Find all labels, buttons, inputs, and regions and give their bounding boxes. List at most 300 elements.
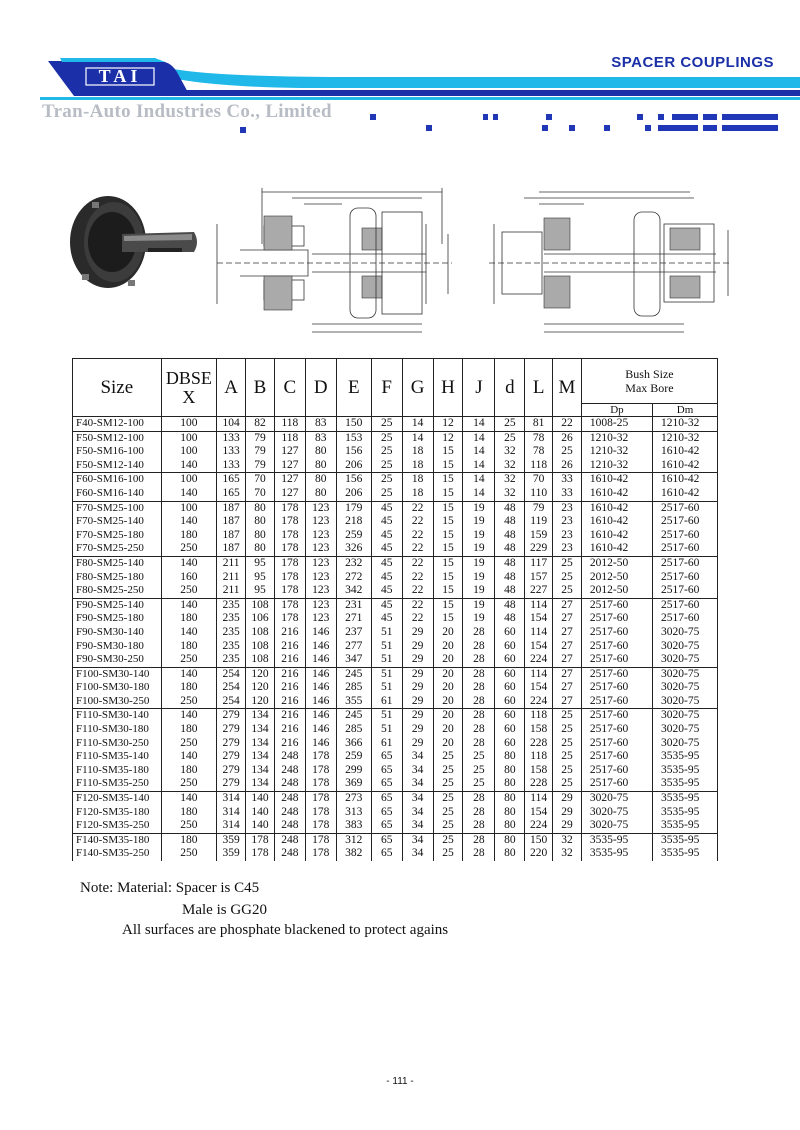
col-h: H: [433, 359, 463, 417]
cell-value: 178: [274, 584, 305, 598]
cell-value: 314: [217, 792, 246, 806]
cell-value: 45: [371, 598, 402, 612]
cell-value: 224: [525, 695, 553, 709]
cell-value: 235: [217, 598, 246, 612]
cell-value: 19: [463, 556, 495, 570]
table-row: [73, 542, 718, 556]
cell-value: 273: [336, 792, 371, 806]
cell-value: 80: [495, 806, 525, 820]
cell-bush: 1210-32: [581, 445, 652, 459]
cell-value: 22: [402, 501, 433, 515]
cell-value: 80: [495, 833, 525, 847]
col-e: E: [336, 359, 371, 417]
cell-value: 48: [495, 598, 525, 612]
cell-value: 100: [161, 445, 217, 459]
cell-value: 83: [305, 417, 336, 432]
cell-value: 178: [274, 501, 305, 515]
page-header: [0, 0, 800, 150]
cell-value: 110: [525, 487, 553, 501]
cell-value: 80: [246, 501, 275, 515]
cell-value: 25: [433, 792, 463, 806]
cell-value: 80: [495, 777, 525, 791]
table-row: [73, 473, 718, 487]
cell-value: 123: [305, 612, 336, 626]
cell-value: 134: [246, 723, 275, 737]
cell-value: 25: [553, 750, 582, 764]
cell-bush: 1610-42: [581, 473, 652, 487]
cell-bush: 2517-60: [581, 777, 652, 791]
cell-value: 22: [402, 529, 433, 543]
cell-value: 216: [274, 667, 305, 681]
cell-bush: 3020-75: [653, 667, 718, 681]
cell-value: 178: [274, 598, 305, 612]
cell-value: 60: [495, 640, 525, 654]
cell-value: 100: [161, 501, 217, 515]
cell-value: 114: [525, 792, 553, 806]
cell-value: 216: [274, 640, 305, 654]
cell-value: 80: [246, 529, 275, 543]
cell-value: 80: [305, 487, 336, 501]
cell-value: 27: [553, 681, 582, 695]
cell-value: 78: [525, 445, 553, 459]
cell-value: 25: [553, 445, 582, 459]
cell-value: 80: [305, 459, 336, 473]
cell-value: 140: [246, 792, 275, 806]
cell-bush: 2012-50: [581, 584, 652, 598]
cell-value: 79: [246, 459, 275, 473]
cell-value: 165: [217, 473, 246, 487]
col-dbse-line2: X: [182, 386, 196, 407]
cell-value: 65: [371, 833, 402, 847]
cell-value: 248: [274, 833, 305, 847]
cell-value: 180: [161, 640, 217, 654]
cell-value: 279: [217, 764, 246, 778]
cell-size: F120-SM35-140: [73, 792, 162, 806]
cell-size: F70-SM25-140: [73, 515, 162, 529]
cell-value: 45: [371, 529, 402, 543]
table-row: [73, 723, 718, 737]
spacer-coupling-spec-table: [72, 358, 718, 861]
cell-size: F50-SM16-100: [73, 445, 162, 459]
cell-value: 34: [402, 750, 433, 764]
cell-value: 51: [371, 723, 402, 737]
cell-value: 15: [433, 501, 463, 515]
cell-bush: 2517-60: [581, 750, 652, 764]
cell-value: 60: [495, 626, 525, 640]
cell-value: 51: [371, 640, 402, 654]
cell-value: 206: [336, 487, 371, 501]
cell-value: 28: [463, 737, 495, 751]
col-dm: Dm: [653, 404, 718, 417]
cell-value: 119: [525, 515, 553, 529]
cell-value: 80: [495, 847, 525, 861]
cell-value: 108: [246, 626, 275, 640]
cell-value: 359: [217, 833, 246, 847]
cell-value: 45: [371, 556, 402, 570]
cell-bush: 2517-60: [581, 612, 652, 626]
cell-value: 355: [336, 695, 371, 709]
table-row: [73, 750, 718, 764]
cell-value: 140: [161, 515, 217, 529]
cell-value: 180: [161, 723, 217, 737]
cell-value: 104: [217, 417, 246, 432]
cell-bush: 3020-75: [581, 806, 652, 820]
cell-value: 28: [463, 695, 495, 709]
logo-text: TAI: [98, 66, 142, 86]
table-row: [73, 598, 718, 612]
cell-value: 61: [371, 695, 402, 709]
cell-bush: 3535-95: [653, 833, 718, 847]
cell-value: 95: [246, 584, 275, 598]
cell-value: 60: [495, 695, 525, 709]
cell-value: 70: [246, 487, 275, 501]
cell-bush: 3535-95: [653, 819, 718, 833]
cell-value: 26: [553, 459, 582, 473]
cell-bush: 2517-60: [653, 556, 718, 570]
cell-bush: 2517-60: [581, 598, 652, 612]
cell-value: 180: [161, 681, 217, 695]
cell-size: F100-SM30-140: [73, 667, 162, 681]
table-body: [73, 417, 718, 862]
cell-value: 245: [336, 709, 371, 723]
table-row: [73, 737, 718, 751]
cell-bush: 1210-32: [653, 431, 718, 445]
cell-value: 120: [246, 667, 275, 681]
cell-value: 25: [553, 777, 582, 791]
cell-size: F110-SM30-180: [73, 723, 162, 737]
cell-value: 48: [495, 571, 525, 585]
cell-bush: 1210-32: [653, 417, 718, 432]
cell-value: 22: [553, 417, 582, 432]
col-g: G: [402, 359, 433, 417]
col-bush-line1: Bush Size: [625, 367, 674, 381]
cell-value: 216: [274, 723, 305, 737]
cell-value: 123: [305, 501, 336, 515]
cell-value: 19: [463, 584, 495, 598]
cell-value: 178: [274, 571, 305, 585]
cell-bush: 3535-95: [581, 833, 652, 847]
col-c: C: [274, 359, 305, 417]
cell-value: 178: [305, 847, 336, 861]
cell-value: 60: [495, 653, 525, 667]
cell-bush: 3535-95: [653, 764, 718, 778]
cell-value: 28: [463, 653, 495, 667]
cell-value: 114: [525, 667, 553, 681]
cell-bush: 1210-32: [581, 431, 652, 445]
cell-value: 180: [161, 529, 217, 543]
cell-size: F80-SM25-250: [73, 584, 162, 598]
cell-value: 15: [433, 556, 463, 570]
cell-value: 34: [402, 764, 433, 778]
cell-value: 248: [274, 806, 305, 820]
cell-value: 15: [433, 571, 463, 585]
cell-value: 15: [433, 473, 463, 487]
cell-value: 123: [305, 556, 336, 570]
cell-value: 20: [433, 667, 463, 681]
cell-value: 229: [525, 542, 553, 556]
cell-bush: 3535-95: [653, 777, 718, 791]
cell-bush: 3535-95: [653, 847, 718, 861]
cell-value: 27: [553, 667, 582, 681]
cell-value: 383: [336, 819, 371, 833]
cell-value: 20: [433, 653, 463, 667]
cell-value: 22: [402, 612, 433, 626]
cell-size: F50-SM12-100: [73, 431, 162, 445]
cell-value: 20: [433, 681, 463, 695]
cell-value: 285: [336, 681, 371, 695]
cell-value: 140: [161, 556, 217, 570]
cell-value: 22: [402, 584, 433, 598]
cell-value: 178: [274, 542, 305, 556]
cell-size: F140-SM35-250: [73, 847, 162, 861]
cell-value: 25: [433, 819, 463, 833]
cell-value: 117: [525, 556, 553, 570]
cell-value: 248: [274, 847, 305, 861]
cell-value: 227: [525, 584, 553, 598]
cell-value: 14: [463, 417, 495, 432]
cell-value: 250: [161, 737, 217, 751]
cell-value: 33: [553, 473, 582, 487]
cell-value: 178: [305, 792, 336, 806]
cell-value: 80: [305, 445, 336, 459]
cell-value: 178: [246, 833, 275, 847]
cell-value: 19: [463, 542, 495, 556]
table-row: [73, 417, 718, 432]
cell-value: 28: [463, 819, 495, 833]
cell-size: F110-SM35-250: [73, 777, 162, 791]
cell-size: F140-SM35-180: [73, 833, 162, 847]
cell-value: 34: [402, 833, 433, 847]
table-row: [73, 445, 718, 459]
cell-value: 279: [217, 750, 246, 764]
cell-bush: 2012-50: [581, 556, 652, 570]
table-row: [73, 777, 718, 791]
table-row: [73, 764, 718, 778]
cell-value: 359: [217, 847, 246, 861]
cell-bush: 3020-75: [653, 737, 718, 751]
table-row: [73, 681, 718, 695]
cell-value: 80: [305, 473, 336, 487]
cell-bush: 3535-95: [581, 847, 652, 861]
table-row: [73, 515, 718, 529]
cell-value: 18: [402, 445, 433, 459]
cell-value: 154: [525, 612, 553, 626]
cell-value: 25: [495, 431, 525, 445]
cell-value: 179: [336, 501, 371, 515]
cell-bush: 2517-60: [653, 501, 718, 515]
cell-value: 25: [433, 777, 463, 791]
cell-value: 29: [402, 695, 433, 709]
table-row: [73, 640, 718, 654]
cell-value: 154: [525, 681, 553, 695]
cell-value: 22: [402, 556, 433, 570]
cell-bush: 3020-75: [581, 792, 652, 806]
cell-value: 29: [402, 626, 433, 640]
cell-value: 248: [274, 792, 305, 806]
cell-value: 22: [402, 542, 433, 556]
cell-value: 32: [495, 473, 525, 487]
cell-value: 114: [525, 626, 553, 640]
cell-value: 123: [305, 571, 336, 585]
cell-value: 156: [336, 473, 371, 487]
cell-value: 79: [525, 501, 553, 515]
cell-value: 20: [433, 695, 463, 709]
cell-value: 32: [495, 445, 525, 459]
col-d-lower: d: [495, 359, 525, 417]
cell-value: 314: [217, 819, 246, 833]
cell-value: 20: [433, 737, 463, 751]
cell-value: 19: [463, 515, 495, 529]
table-header: [73, 359, 718, 417]
cell-value: 159: [525, 529, 553, 543]
cell-value: 134: [246, 737, 275, 751]
cell-value: 80: [246, 542, 275, 556]
cell-value: 28: [463, 626, 495, 640]
cell-value: 29: [402, 723, 433, 737]
cell-value: 178: [305, 777, 336, 791]
cell-value: 60: [495, 667, 525, 681]
cell-bush: 1610-42: [653, 487, 718, 501]
cell-value: 45: [371, 542, 402, 556]
cell-value: 25: [371, 431, 402, 445]
cell-value: 45: [371, 501, 402, 515]
cell-value: 235: [217, 640, 246, 654]
cell-value: 224: [525, 653, 553, 667]
cell-value: 235: [217, 626, 246, 640]
cell-value: 25: [463, 750, 495, 764]
cell-value: 83: [305, 431, 336, 445]
cell-value: 70: [525, 473, 553, 487]
cell-bush: 3020-75: [653, 723, 718, 737]
cell-value: 366: [336, 737, 371, 751]
cell-bush: 3535-95: [653, 792, 718, 806]
col-size: Size: [73, 359, 162, 417]
cell-value: 178: [246, 847, 275, 861]
cell-value: 157: [525, 571, 553, 585]
cell-value: 146: [305, 737, 336, 751]
cell-value: 140: [161, 459, 217, 473]
cell-bush: 1610-42: [653, 473, 718, 487]
cell-value: 123: [305, 584, 336, 598]
cell-value: 28: [463, 667, 495, 681]
cell-bush: 2517-60: [581, 626, 652, 640]
cell-value: 25: [553, 556, 582, 570]
cell-value: 28: [463, 681, 495, 695]
cell-value: 79: [246, 431, 275, 445]
cell-value: 29: [553, 792, 582, 806]
cell-value: 160: [161, 571, 217, 585]
cell-value: 25: [371, 459, 402, 473]
cell-value: 146: [305, 695, 336, 709]
cell-value: 279: [217, 723, 246, 737]
cell-value: 51: [371, 653, 402, 667]
cell-bush: 2517-60: [581, 681, 652, 695]
cell-value: 279: [217, 777, 246, 791]
cell-value: 146: [305, 626, 336, 640]
cell-value: 15: [433, 612, 463, 626]
cell-value: 14: [463, 473, 495, 487]
cell-value: 150: [525, 833, 553, 847]
cell-value: 15: [433, 445, 463, 459]
cell-value: 140: [246, 806, 275, 820]
cell-value: 231: [336, 598, 371, 612]
cell-value: 314: [217, 806, 246, 820]
col-m: M: [553, 359, 582, 417]
cell-value: 29: [553, 806, 582, 820]
cell-value: 279: [217, 709, 246, 723]
cell-bush: 1610-42: [653, 459, 718, 473]
cell-bush: 2517-60: [581, 653, 652, 667]
cell-value: 80: [495, 764, 525, 778]
cell-value: 32: [553, 847, 582, 861]
cell-value: 106: [246, 612, 275, 626]
cell-value: 134: [246, 764, 275, 778]
cell-value: 25: [433, 750, 463, 764]
cell-value: 32: [495, 487, 525, 501]
cell-bush: 1610-42: [581, 487, 652, 501]
cell-value: 108: [246, 598, 275, 612]
cell-value: 65: [371, 792, 402, 806]
cell-value: 118: [274, 417, 305, 432]
company-name: Tran-Auto Industries Co., Limited: [42, 101, 332, 122]
cell-value: 187: [217, 515, 246, 529]
cell-value: 23: [553, 515, 582, 529]
cell-value: 25: [553, 709, 582, 723]
cell-value: 248: [274, 750, 305, 764]
cell-size: F90-SM30-140: [73, 626, 162, 640]
cell-value: 19: [463, 571, 495, 585]
cell-value: 108: [246, 653, 275, 667]
cell-value: 123: [305, 542, 336, 556]
cell-value: 29: [402, 667, 433, 681]
cell-value: 34: [402, 847, 433, 861]
cell-value: 248: [274, 777, 305, 791]
cell-size: F110-SM30-250: [73, 737, 162, 751]
cell-value: 65: [371, 806, 402, 820]
table-row: [73, 792, 718, 806]
cell-value: 51: [371, 709, 402, 723]
cell-value: 27: [553, 612, 582, 626]
cell-bush: 2517-60: [653, 529, 718, 543]
cell-value: 27: [553, 598, 582, 612]
cell-value: 78: [525, 431, 553, 445]
cell-value: 51: [371, 681, 402, 695]
cell-value: 133: [217, 431, 246, 445]
cell-value: 100: [161, 431, 217, 445]
cell-size: F50-SM12-140: [73, 459, 162, 473]
cell-bush: 1610-42: [653, 445, 718, 459]
cell-value: 25: [371, 473, 402, 487]
cell-value: 118: [274, 431, 305, 445]
cell-value: 14: [463, 487, 495, 501]
table-row: [73, 806, 718, 820]
cell-size: F90-SM30-180: [73, 640, 162, 654]
col-f: F: [371, 359, 402, 417]
cell-value: 20: [433, 723, 463, 737]
cell-value: 216: [274, 737, 305, 751]
col-a: A: [217, 359, 246, 417]
cell-value: 22: [402, 571, 433, 585]
cell-size: F120-SM35-180: [73, 806, 162, 820]
cell-value: 25: [495, 417, 525, 432]
cell-bush: 2012-50: [581, 571, 652, 585]
cell-value: 25: [371, 417, 402, 432]
col-bush-line2: Max Bore: [625, 381, 674, 395]
cell-value: 15: [433, 598, 463, 612]
cell-value: 19: [463, 598, 495, 612]
table-row: [73, 709, 718, 723]
cell-value: 382: [336, 847, 371, 861]
